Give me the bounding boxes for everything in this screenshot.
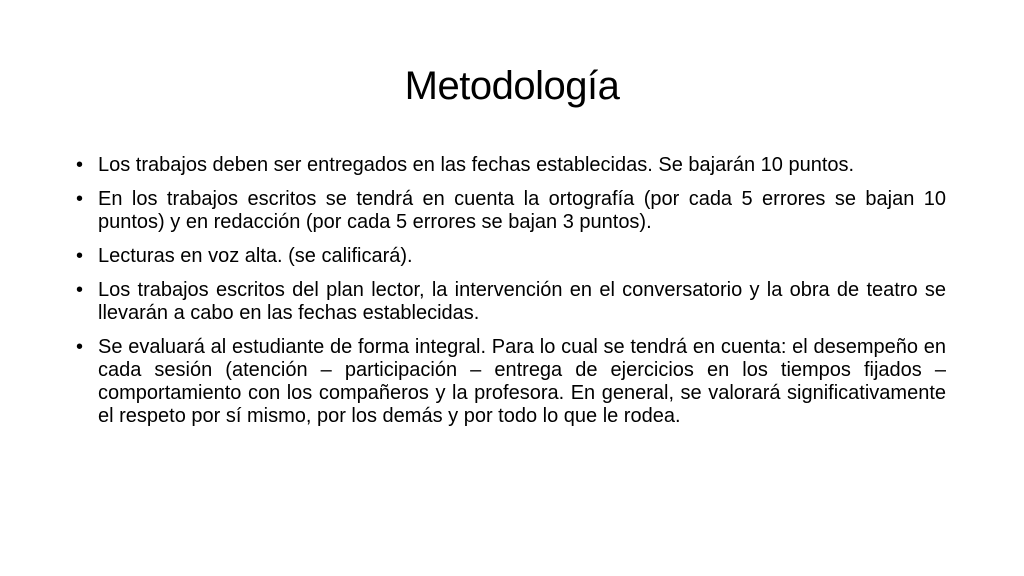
bullet-icon: • [76, 279, 84, 301]
bullet-icon: • [76, 336, 84, 358]
bullet-icon: • [76, 154, 84, 176]
list-item [74, 188, 946, 234]
bullet-text: Los trabajos deben ser entregados en las fechas establecidas. Se bajarán 10 puntos. [98, 154, 855, 176]
list-item [74, 154, 946, 177]
bullet-icon: • [76, 245, 84, 267]
bullet-text: Se evaluará al estudiante de forma integral. Para lo cual se tendrá en cuenta: el desempeño en cada sesión (atención – participación – entrega de ejercicios en los tiempos fijados –comportamiento con los compañeros y la profesora. En general, se valorará significativamente el respeto por sí mismo, por los demás y por todo lo que le rodea. [98, 336, 946, 427]
bullet-list [74, 154, 946, 439]
slide-title: Metodología [404, 64, 620, 108]
list-item [74, 245, 946, 268]
bullet-text: En los trabajos escritos se tendrá en cuenta la ortografía (por cada 5 errores se bajan 10 puntos) y en redacción (por cada 5 errores se bajan 3 puntos). [98, 188, 946, 233]
bullet-text: Los trabajos escritos del plan lector, la intervención en el conversatorio y la obra de teatro se llevarán a cabo en las fechas establecidas. [98, 279, 946, 324]
list-item [74, 279, 946, 325]
bullet-text: Lecturas en voz alta. (se calificará). [98, 245, 413, 267]
bullet-icon: • [76, 188, 84, 210]
list-item [74, 336, 946, 428]
